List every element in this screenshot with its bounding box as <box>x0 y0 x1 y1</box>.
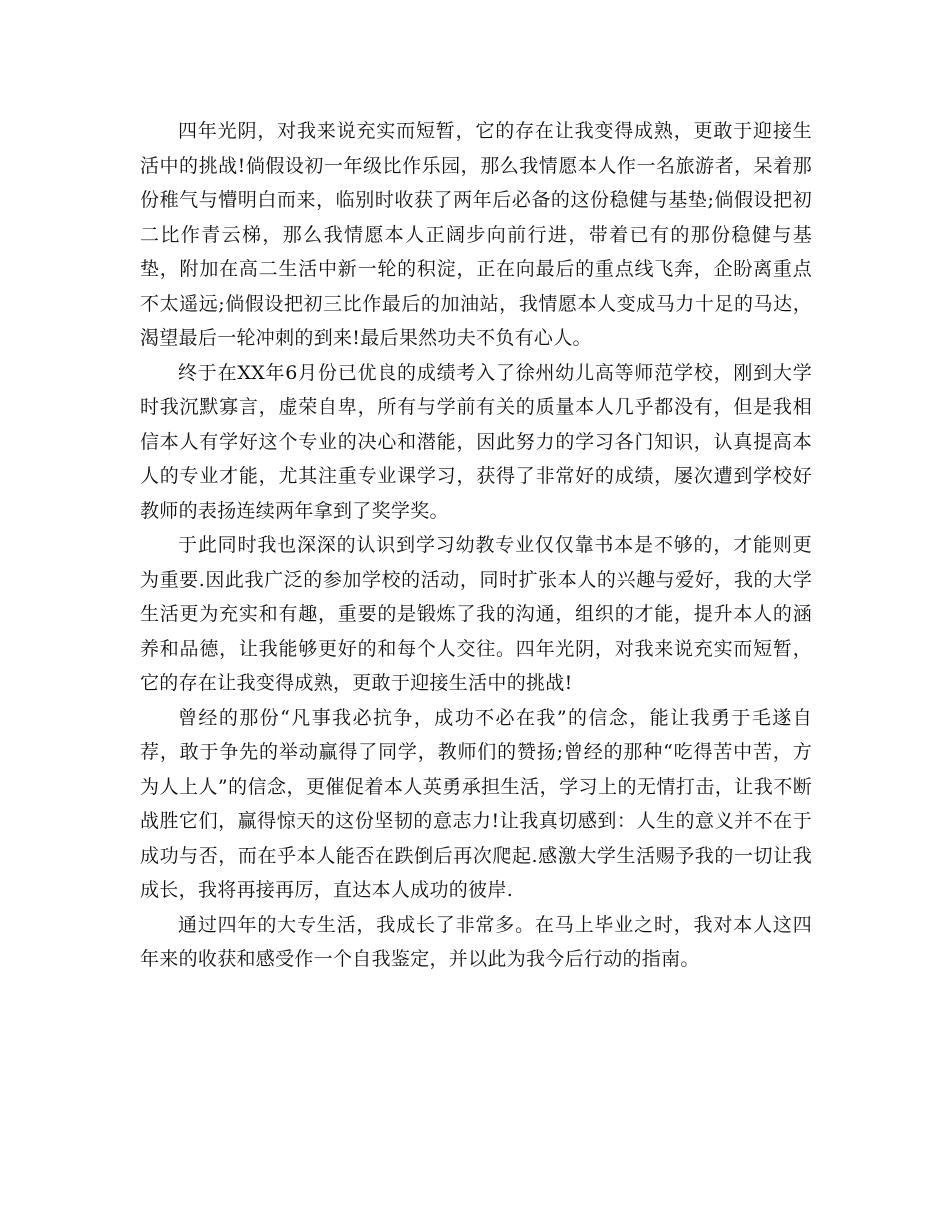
paragraph-4: 曾经的那份“凡事我必抗争，成功不必在我”的信念，能让我勇于毛遂自荐，敢于争先的举动赢得了同学，教师们的赞扬;曾经的那种“吃得苦中苦，方为人上人”的信念，更催促着本人英勇承担生活，学习上的无情打击，让我不断战胜它们，赢得惊天的这份坚韧的意志力!让我真切感到：人生的意义并不在于成功与否，而在乎本人能否在跌倒后再次爬起.感激大学生活赐予我的一切让我成长，我将再接再厉，直达本人成功的彼岸. <box>140 706 812 901</box>
paragraph-2: 终于在XX年6月份已优良的成绩考入了徐州幼儿高等师范学校，刚到大学时我沉默寡言，虚荣自卑，所有与学前有关的质量本人几乎都没有，但是我相信本人有学好这个专业的决心和潜能，因此努力的学习各门知识，认真提高本人的专业才能，尤其注重专业课学习，获得了非常好的成绩，屡次遭到学校好教师的表扬连续两年拿到了奖学奖。 <box>140 361 812 522</box>
paragraph-1: 四年光阴，对我来说充实而短暂，它的存在让我变得成熟，更敢于迎接生活中的挑战!倘假设初一年级比作乐园，那么我情愿本人作一名旅游者，呆着那份稚气与懵明白而来，临别时收获了两年后必备的这份稳健与基垫;倘假设把初二比作青云梯，那么我情愿本人正阔步向前行进，带着已有的那份稳健与基垫，附加在高二生活中新一轮的积淀，正在向最后的重点线飞奔，企盼离重点不太遥远;倘假设把初三比作最后的加油站，我情愿本人变成马力十足的马达，渴望最后一轮冲刺的到来!最后果然功夫不负有心人。 <box>140 120 812 349</box>
document-body <box>140 114 812 977</box>
paragraph-3: 于此同时我也深深的认识到学习幼教专业仅仅靠书本是不够的，才能则更为重要.因此我广泛的参加学校的活动，同时扩张本人的兴趣与爱好，我的大学生活更为充实和有趣，重要的是锻炼了我的沟通，组织的才能，提升本人的涵养和品德，让我能够更好的和每个人交往。四年光阴，对我来说充实而短暂，它的存在让我变得成熟，更敢于迎接生活中的挑战! <box>140 534 812 694</box>
paragraph-5: 通过四年的大专生活，我成长了非常多。在马上毕业之时，我对本人这四年来的收获和感受作一个自我鉴定，并以此为我今后行动的指南。 <box>140 913 812 970</box>
